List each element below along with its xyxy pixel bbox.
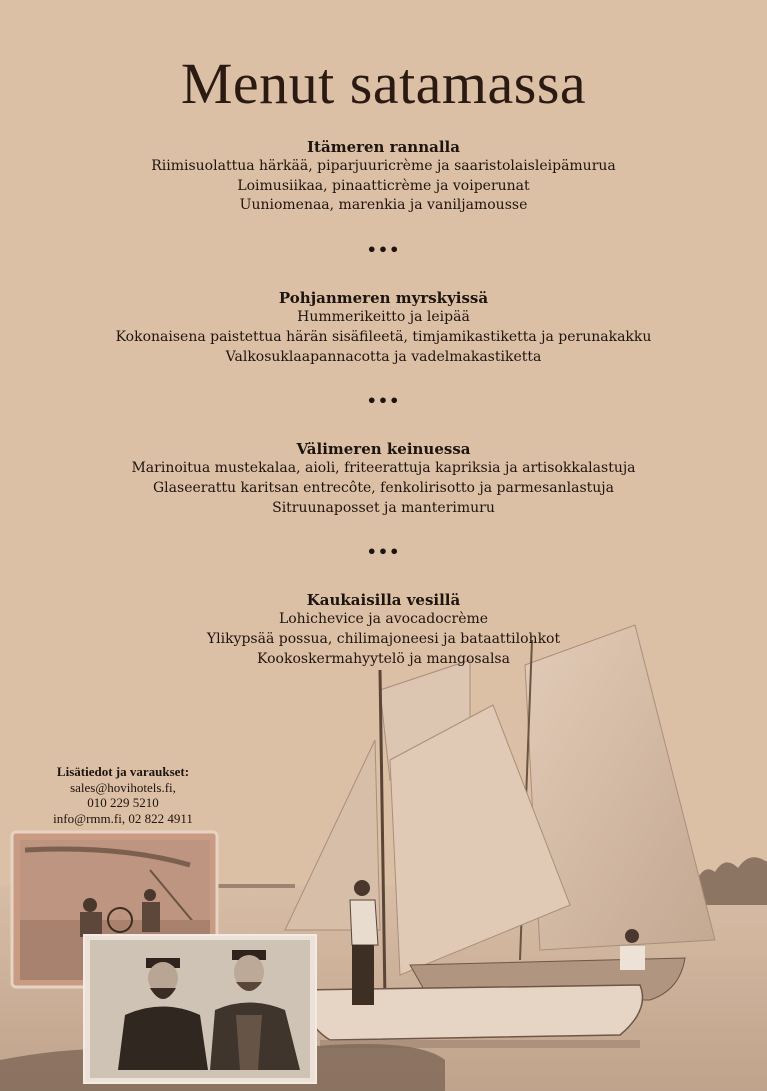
contact-heading: Lisätiedot ja varaukset: [56, 764, 190, 779]
menu-item: Riimisuolattua härkää, piparjuuricrème ja saaristolaisleipämurua [151, 158, 616, 174]
menu-item: Lohichevice ja avocadocrème [278, 611, 489, 628]
menu-item: Sitruunaposset ja manterimuru [272, 499, 495, 516]
contact-rmm[interactable]: info@rmm.fi, 02 822 4911 [53, 810, 193, 826]
menu-section-kaukaisilla [0, 591, 767, 669]
menu-title: Itämeren rannalla [307, 138, 460, 156]
contact-email-link[interactable]: sales@hovihotels.fi, [70, 779, 176, 795]
vintage-photo-two-men [84, 935, 316, 1083]
separator-dots: ••• [366, 542, 401, 562]
menu-section-valimeren [0, 440, 767, 518]
menu-section-pohjanmeren [0, 289, 767, 367]
page-title: Menut satamassa [180, 51, 587, 116]
menu-item: Kookoskermahyytelö ja mangosalsa [257, 650, 510, 667]
menu-item: Kokonaisena paistettua härän sisäfileetä, timjamikastiketta ja perunakakku [115, 328, 652, 345]
front-hull [300, 985, 643, 1040]
menu-title: Kaukaisilla vesillä [306, 591, 461, 610]
menu-item: Loimusiikaa, pinaatticrème ja voiperunat [237, 177, 530, 194]
menu-title: Pohjanmeren myrskyissä [278, 289, 489, 308]
separator-dots: ••• [366, 391, 401, 411]
menu-item: Glaseerattu karitsan entrecôte, fenkolirisotto ja parmesanlastuja [153, 479, 614, 496]
menu-title: Välimeren keinuessa [296, 440, 471, 459]
menu-list [0, 138, 767, 669]
menu-section-itameren [0, 138, 767, 216]
menu-item: Hummerikeitto ja leipää [297, 309, 470, 326]
contact-phone: 010 229 5210 [87, 795, 159, 810]
separator-dots: ••• [366, 240, 401, 260]
contact-info [38, 764, 208, 826]
menu-item: Valkosuklaapannacotta ja vadelmakastiketta [225, 348, 542, 365]
menu-item: Uuniomenaa, marenkia ja vaniljamousse [239, 197, 528, 214]
menu-item: Marinoitua mustekalaa, aioli, friteerattuja kapriksia ja artisokkalastuja [131, 460, 636, 477]
menu-item: Ylikypsää possua, chilimajoneesi ja bataattilohkot [206, 631, 561, 648]
